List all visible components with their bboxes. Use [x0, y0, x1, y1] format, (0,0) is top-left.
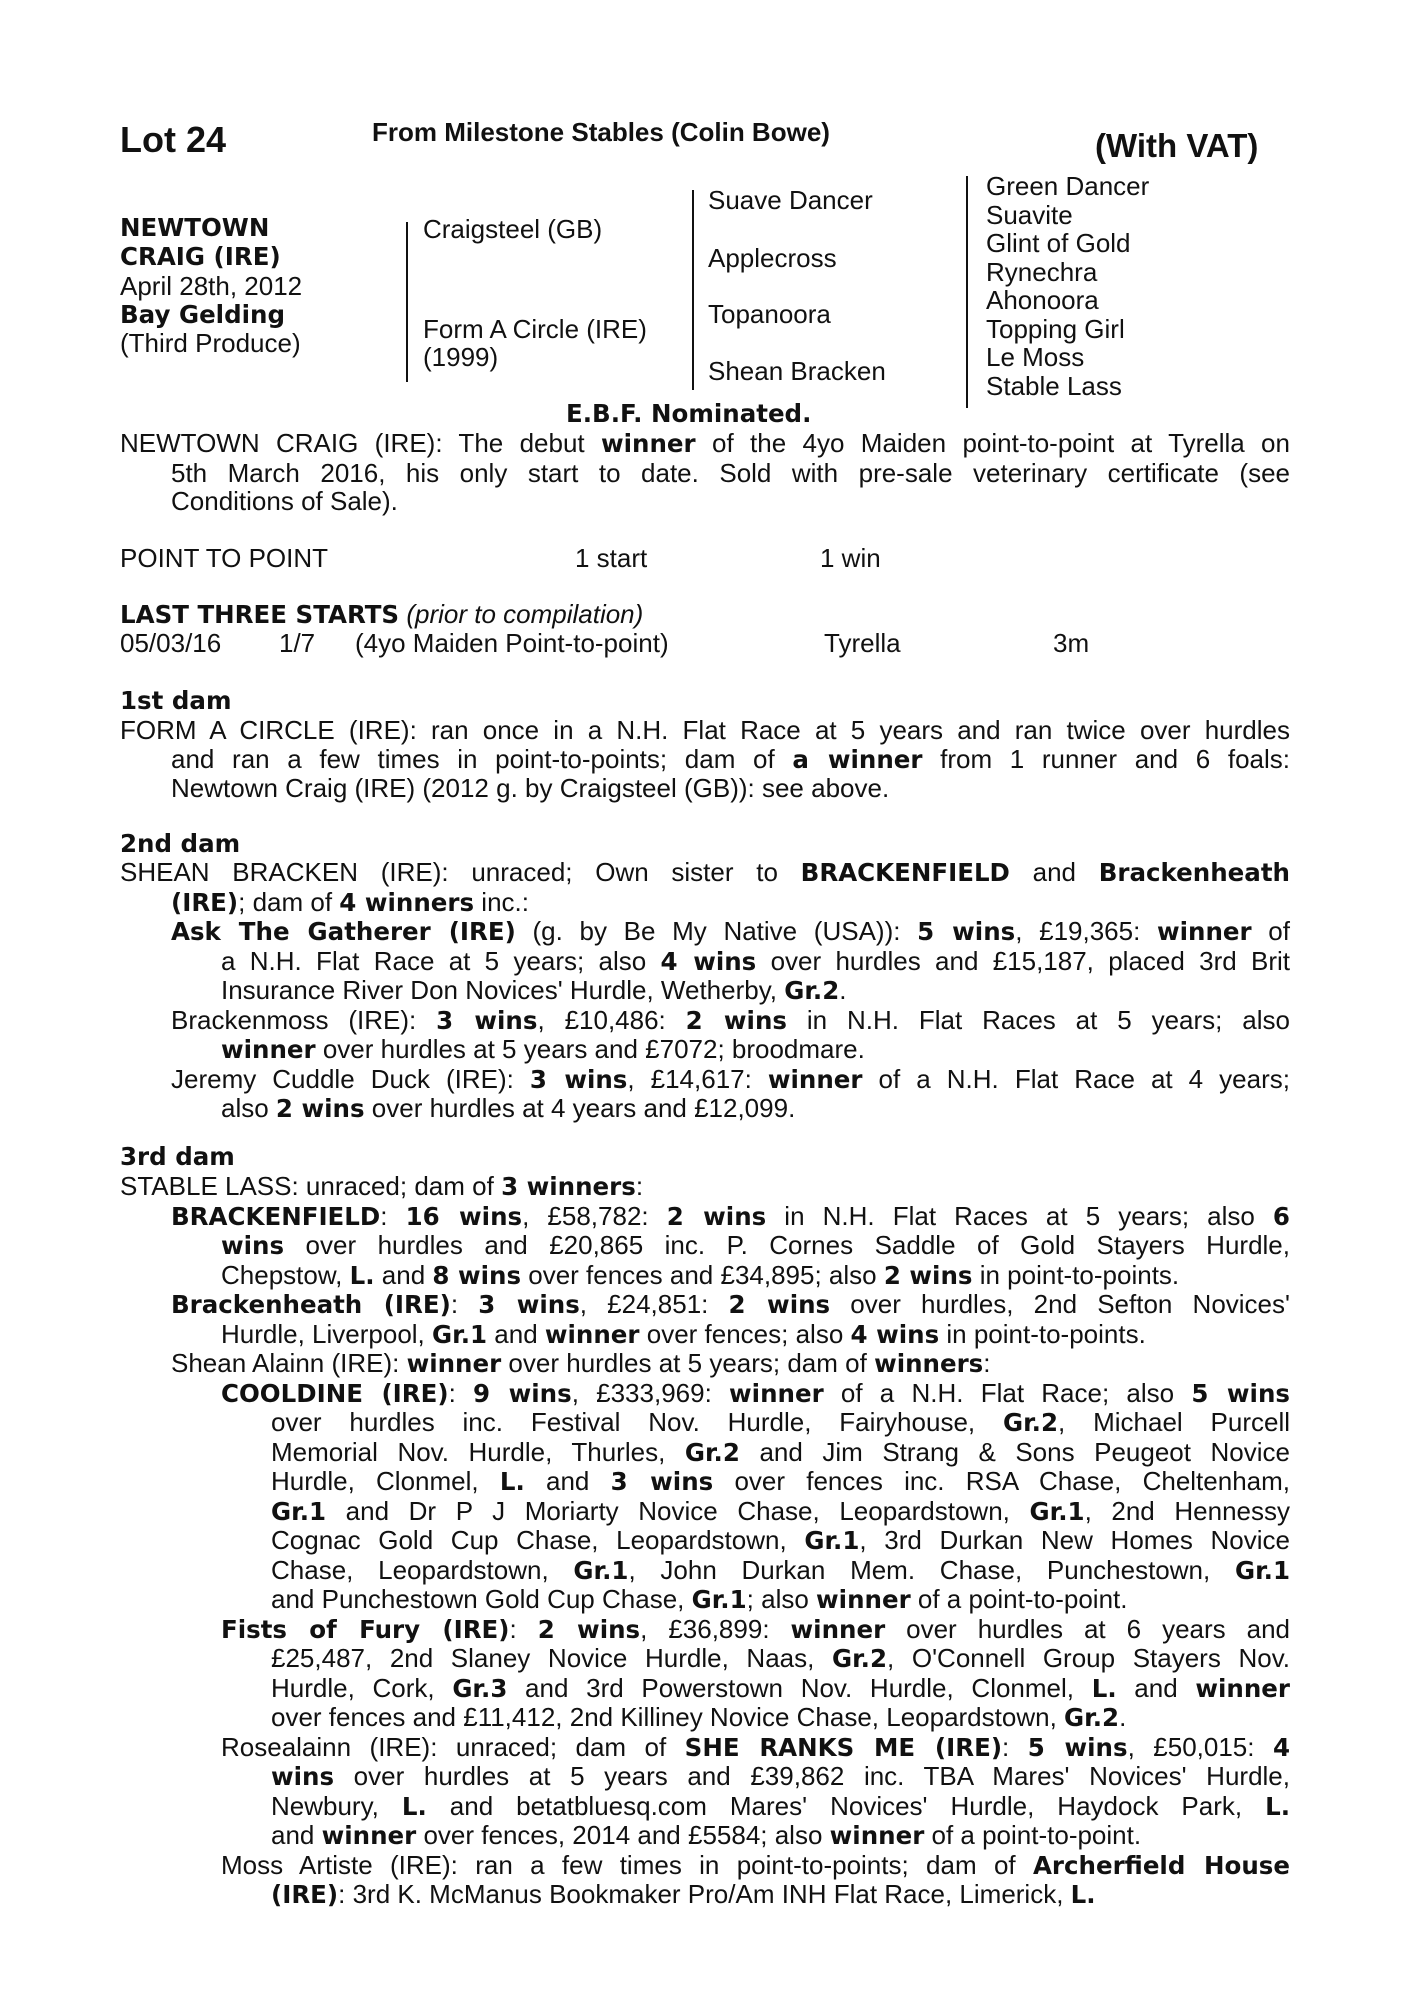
start-date: 05/03/16 — [120, 628, 222, 658]
sire: Craigsteel (GB) — [423, 214, 603, 244]
consignor: From Milestone Stables (Colin Bowe) — [372, 117, 830, 147]
horse-name-line2: CRAIG (IRE) — [120, 242, 281, 271]
pedigree-bracket-2 — [692, 190, 694, 390]
great-grandparent: Green Dancer — [986, 171, 1150, 201]
third-dam-heading: 3rd dam — [120, 1142, 235, 1171]
summary-paragraph: NEWTOWN CRAIG (IRE): The debut winner of the 4yo Maiden point-to-point at Tyrella on 5th March 2016, his only start to date. Sold with pre-sale veterinary certificate (see Conditions of Sale). — [120, 428, 1290, 516]
foaling-date: April 28th, 2012 — [120, 271, 303, 301]
great-grandparent: Glint of Gold — [986, 228, 1131, 258]
record-wins: 1 win — [820, 543, 881, 573]
horse-sex: Bay Gelding — [120, 300, 285, 329]
great-grandparent: Le Moss — [986, 342, 1085, 372]
produce-note: (Third Produce) — [120, 328, 301, 358]
great-grandparent: Stable Lass — [986, 371, 1122, 401]
great-grandparent: Rynechra — [986, 257, 1098, 287]
third-dam-paragraph: STABLE LASS: unraced; dam of 3 winners: BRACKENFIELD: 16 wins, £58,782: 2 wins in N.H. Flat Races at 5 years; also 6 wins over hurdles and £20,865 inc. P. Cornes Saddle of Gold Stayers Hurdle, Chepstow, L. and 8 wins over fences and £34,895; also 2 wins in point-to-points. Brackenheath (IRE): 3 wins, £24,851: 2 wins over hurdles, 2nd Sefton Novices' Hurdle, Liverpool, Gr.1 and winner over fences; also 4 wins in point-to-points. Shean Alainn (IRE): winner over hurdles at 5 years; dam of winners: COOLDINE (IRE): 9 wins, £333,969: winner of a N.H. Flat Race; also 5 wins over hurdles inc. Festival Nov. Hurdle, Fairyhouse, Gr.2, Michael Purcell Memorial Nov. Hurdle, Thurles, Gr.2 and Jim Strang & Sons Peugeot Novice Hurdle, Clonmel, L. and 3 wins over fences inc. RSA Chase, Cheltenham, Gr.1 and Dr P J Moriarty Novice Chase, Leopardstown, Gr.1, 2nd Hennessy Cognac Gold Cup Chase, Leopardstown, Gr.1, 3rd Durkan New Homes Novice Chase, Leopardstown, Gr.1, John Durkan Mem. Chase, Punchestown, Gr.1 and Punchestown Gold Cup Chase, Gr.1; also winner of a point-to-point. Fists of Fury (IRE): 2 wins, £36,899: winner over hurdles at 6 years and £25,487, 2nd Slaney Novice Hurdle, Naas, Gr.2, O'Connell Group Stayers Nov. Hurdle, Cork, Gr.3 and 3rd Powerstown Nov. Hurdle, Clonmel, L. and winner over fences and £11,412, 2nd Killiney Novice Chase, Leopardstown, Gr.2. Rosealainn (IRE): unraced; dam of SHE RANKS ME (IRE): 5 wins, £50,015: 4 wins over hurdles at 5 years and £39,862 inc. TBA Mares' Novices' Hurdle, Newbury, L. and betatbluesq.com Mares' Novices' Hurdle, Haydock Park, L. and winner over fences, 2014 and £5584; also winner of a point-to-point. Moss Artiste (IRE): ran a few times in point-to-points; dam of Archerfield House (IRE): 3rd K. McManus Bookmaker Pro/Am INH Flat Race, Limerick, L. — [120, 1171, 1291, 1909]
grandparent: Shean Bracken — [708, 356, 886, 386]
pedigree-bracket-3 — [966, 176, 968, 408]
first-dam-heading: 1st dam — [120, 686, 232, 715]
last-starts-heading: LAST THREE STARTS (prior to compilation) — [120, 599, 644, 629]
dam-year: (1999) — [423, 342, 499, 372]
start-position: 1/7 — [279, 628, 316, 658]
start-race: (4yo Maiden Point-to-point) — [355, 628, 669, 658]
start-distance: 3m — [1053, 628, 1090, 658]
pedigree-bracket-1 — [406, 222, 408, 382]
horse-name-line1: NEWTOWN — [120, 213, 270, 242]
great-grandparent: Ahonoora — [986, 285, 1099, 315]
grandparent: Suave Dancer — [708, 185, 873, 215]
record-category: POINT TO POINT — [120, 543, 329, 573]
grandparent: Topanoora — [708, 299, 831, 329]
ebf-nominated: E.B.F. Nominated. — [566, 399, 812, 428]
dam: Form A Circle (IRE) — [423, 314, 647, 344]
record-starts: 1 start — [575, 543, 648, 573]
grandparent: Applecross — [708, 243, 837, 273]
lot-number: Lot 24 — [120, 119, 227, 160]
start-course: Tyrella — [824, 628, 901, 658]
first-dam-paragraph: FORM A CIRCLE (IRE): ran once in a N.H. Flat Race at 5 years and ran twice over hurdles and ran a few times in point-to-points; dam of a winner from 1 runner and 6 foals: Newtown Craig (IRE) (2012 g. by Craigsteel (GB)): see above. — [120, 715, 1290, 803]
great-grandparent: Topping Girl — [986, 314, 1125, 344]
vat-note: (With VAT) — [1095, 127, 1259, 164]
great-grandparent: Suavite — [986, 200, 1073, 230]
second-dam-paragraph: SHEAN BRACKEN (IRE): unraced; Own sister to BRACKENFIELD and Brackenheath (IRE); dam of 4 winners inc.: Ask The Gatherer (IRE) (g. by Be My Native (USA)): 5 wins, £19,365: winner of a N.H. Flat Race at 5 years; also 4 wins over hurdles and £15,187, placed 3rd Brit Insurance River Don Novices' Hurdle, Wetherby, Gr.2. Brackenmoss (IRE): 3 wins, £10,486: 2 wins in N.H. Flat Races at 5 years; also winner over hurdles at 5 years and £7072; broodmare. Jeremy Cuddle Duck (IRE): 3 wins, £14,617: winner of a N.H. Flat Race at 4 years; also 2 wins over hurdles at 4 years and £12,099. — [120, 857, 1290, 1123]
second-dam-heading: 2nd dam — [120, 829, 241, 858]
